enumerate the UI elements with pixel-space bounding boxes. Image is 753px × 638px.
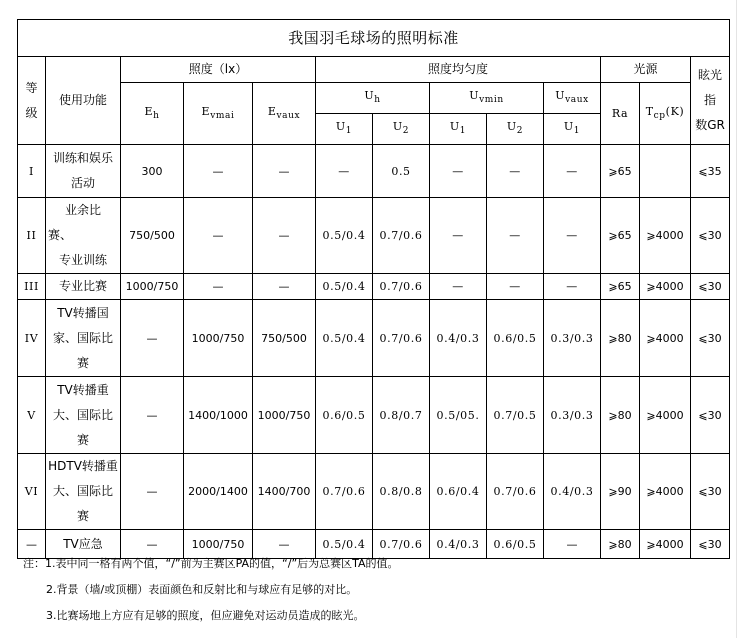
function-line: 专业比赛 bbox=[58, 279, 107, 293]
cell-function bbox=[46, 300, 121, 377]
header-grade bbox=[18, 57, 46, 145]
cell-uvmin-u1: — bbox=[430, 198, 487, 274]
cell-ra: ⩾80 bbox=[601, 377, 640, 454]
header-uvaux: $U_{vaux}$ bbox=[544, 83, 601, 114]
function-line: 活动 bbox=[70, 176, 95, 190]
cell-uh-u1: 0.5/0.4 bbox=[316, 274, 373, 300]
note-2: 2.背景（墙/或顶棚）表面颜色和反射比和与球应有足够的对比。 bbox=[46, 583, 358, 596]
cell-gr: ⩽30 bbox=[691, 274, 730, 300]
header-uh: $U_h$ bbox=[316, 83, 430, 114]
cell-uvaux-u1: — bbox=[544, 198, 601, 274]
cell-ra: ⩾80 bbox=[601, 300, 640, 377]
cell-uvmin-u1: 0.6/0.4 bbox=[430, 454, 487, 530]
cell-evmai: 1000/750 bbox=[184, 530, 253, 559]
cell-uh-u2: 0.7/0.6 bbox=[373, 274, 430, 300]
function-line: 赛 bbox=[76, 432, 89, 447]
cell-evaux: — bbox=[253, 274, 316, 300]
cell-uvmin-u1: 0.4/0.3 bbox=[430, 530, 487, 559]
table-row bbox=[18, 198, 730, 274]
cell-gr: ⩽30 bbox=[691, 198, 730, 274]
note-3: 3.比赛场地上方应有足够的照度，但应避免对运动员造成的眩光。 bbox=[46, 609, 365, 622]
cell-uvmin-u2: 0.7/0.6 bbox=[487, 454, 544, 530]
function-line: TV转播国 bbox=[57, 305, 109, 320]
cell-function bbox=[46, 274, 121, 300]
cell-uh-u1: 0.5/0.4 bbox=[316, 198, 373, 274]
cell-gr: ⩽30 bbox=[691, 377, 730, 454]
cell-gr: ⩽35 bbox=[691, 145, 730, 198]
header-evmai: $E_{vmai}$ bbox=[184, 83, 253, 145]
note-text: 1.表中同一格有两个值，“/”前为主赛区PA的值，“/”后为总赛区TA的值。 bbox=[45, 557, 399, 570]
header-uh-u2: $U_2$ bbox=[373, 114, 430, 145]
cell-uh-u1: — bbox=[316, 145, 373, 198]
cell-eh: — bbox=[121, 530, 184, 559]
header-glare-line2: 指 bbox=[704, 93, 717, 107]
cell-uvmin-u2: — bbox=[487, 145, 544, 198]
cell-uvmin-u2: 0.6/0.5 bbox=[487, 530, 544, 559]
cell-ra: ⩾90 bbox=[601, 454, 640, 530]
function-line: 赛、 bbox=[48, 228, 73, 242]
function-line: 大、国际比 bbox=[52, 407, 113, 422]
cell-eh: 750/500 bbox=[121, 198, 184, 274]
function-line: 赛 bbox=[76, 355, 89, 370]
cell-evmai: 1400/1000 bbox=[184, 377, 253, 454]
cell-uvaux-u1: — bbox=[544, 145, 601, 198]
cell-uh-u2: 0.5 bbox=[373, 145, 430, 198]
header-illuminance: 照度（lx） bbox=[121, 57, 316, 83]
cell-function bbox=[46, 145, 121, 198]
cell-uh-u1: 0.5/0.4 bbox=[316, 300, 373, 377]
header-uvmin-u2: $U_2$ bbox=[487, 114, 544, 145]
header-grade-line1: 等 bbox=[25, 80, 38, 95]
cell-uh-u2: 0.7/0.6 bbox=[373, 530, 430, 559]
header-light-source: 光源 bbox=[601, 57, 691, 83]
header-glare-line3: 数GR bbox=[695, 118, 725, 132]
cell-uvmin-u2: — bbox=[487, 198, 544, 274]
function-line: 大、国际比 bbox=[52, 484, 113, 498]
cell-tcp: ⩾4000 bbox=[640, 274, 691, 300]
cell-uh-u2: 0.8/0.7 bbox=[373, 377, 430, 454]
cell-uvmin-u1: 0.4/0.3 bbox=[430, 300, 487, 377]
cell-uvmin-u1: 0.5/05. bbox=[430, 377, 487, 454]
cell-evaux: — bbox=[253, 198, 316, 274]
cell-eh: 300 bbox=[121, 145, 184, 198]
header-tcp: $T_{cp}(K)$ bbox=[640, 83, 691, 145]
function-line: 业余比 bbox=[64, 203, 101, 217]
header-uvaux-u1: $U_1$ bbox=[544, 114, 601, 145]
header-ra: Ra bbox=[601, 83, 640, 145]
table-row bbox=[18, 300, 730, 377]
header-uvmin: $U_{vmin}$ bbox=[430, 83, 544, 114]
cell-evaux: — bbox=[253, 145, 316, 198]
function-line: 家、国际比 bbox=[52, 330, 113, 345]
function-line: 训练和娱乐 bbox=[52, 151, 113, 165]
cell-uvaux-u1: 0.3/0.3 bbox=[544, 377, 601, 454]
table-row bbox=[18, 454, 730, 530]
table-row bbox=[18, 274, 730, 300]
cell-grade: VI bbox=[18, 454, 46, 530]
header-grade-line2: 级 bbox=[25, 105, 38, 120]
function-line: HDTV转播重 bbox=[48, 459, 118, 473]
cell-grade: IV bbox=[18, 300, 46, 377]
cell-grade: — bbox=[18, 530, 46, 559]
cell-tcp bbox=[640, 145, 691, 198]
cell-evmai: 2000/1400 bbox=[184, 454, 253, 530]
cell-ra: ⩾65 bbox=[601, 274, 640, 300]
cell-uh-u2: 0.7/0.6 bbox=[373, 198, 430, 274]
cell-uvmin-u2: 0.6/0.5 bbox=[487, 300, 544, 377]
cell-evmai: — bbox=[184, 274, 253, 300]
cell-tcp: ⩾4000 bbox=[640, 530, 691, 559]
cell-tcp: ⩾4000 bbox=[640, 454, 691, 530]
cell-uh-u1: 0.6/0.5 bbox=[316, 377, 373, 454]
cell-gr: ⩽30 bbox=[691, 454, 730, 530]
header-eh: $E_h$ bbox=[121, 83, 184, 145]
cell-gr: ⩽30 bbox=[691, 530, 730, 559]
cell-evmai: — bbox=[184, 145, 253, 198]
cell-uvmin-u2: — bbox=[487, 274, 544, 300]
cell-function bbox=[46, 198, 121, 274]
cell-eh: — bbox=[121, 377, 184, 454]
function-line: TV转播重 bbox=[57, 382, 109, 397]
cell-evaux: 750/500 bbox=[253, 300, 316, 377]
cell-evaux: 1400/700 bbox=[253, 454, 316, 530]
cell-tcp: ⩾4000 bbox=[640, 300, 691, 377]
cell-uvmin-u1: — bbox=[430, 145, 487, 198]
cell-evaux: — bbox=[253, 530, 316, 559]
cell-uh-u2: 0.8/0.8 bbox=[373, 454, 430, 530]
cell-uh-u1: 0.5/0.4 bbox=[316, 530, 373, 559]
header-glare-index bbox=[691, 57, 730, 145]
cell-uvaux-u1: — bbox=[544, 274, 601, 300]
cell-function bbox=[46, 377, 121, 454]
note-1 bbox=[23, 551, 399, 577]
note-prefix: 注： bbox=[23, 557, 45, 570]
cell-grade: I bbox=[18, 145, 46, 198]
cell-grade: V bbox=[18, 377, 46, 454]
cell-eh: 1000/750 bbox=[121, 274, 184, 300]
table-notes bbox=[23, 551, 399, 629]
function-line: 专业训练 bbox=[58, 253, 107, 267]
cell-evaux: 1000/750 bbox=[253, 377, 316, 454]
cell-eh: — bbox=[121, 300, 184, 377]
lighting-standard-table bbox=[17, 19, 730, 559]
cell-evmai: 1000/750 bbox=[184, 300, 253, 377]
cell-uh-u2: 0.7/0.6 bbox=[373, 300, 430, 377]
cell-ra: ⩾80 bbox=[601, 530, 640, 559]
cell-uvaux-u1: — bbox=[544, 530, 601, 559]
cell-uvaux-u1: 0.4/0.3 bbox=[544, 454, 601, 530]
table-row bbox=[18, 377, 730, 454]
table-row bbox=[18, 145, 730, 198]
cell-grade: III bbox=[18, 274, 46, 300]
cell-evmai: — bbox=[184, 198, 253, 274]
function-line: TV应急 bbox=[63, 536, 103, 551]
function-line: 赛 bbox=[76, 509, 89, 523]
header-uniformity: 照度均匀度 bbox=[316, 57, 601, 83]
table-title: 我国羽毛球场的照明标准 bbox=[18, 20, 730, 57]
cell-uh-u1: 0.7/0.6 bbox=[316, 454, 373, 530]
cell-ra: ⩾65 bbox=[601, 145, 640, 198]
header-uvmin-u1: $U_1$ bbox=[430, 114, 487, 145]
cell-ra: ⩾65 bbox=[601, 198, 640, 274]
header-evaux: $E_{vaux}$ bbox=[253, 83, 316, 145]
cell-tcp: ⩾4000 bbox=[640, 198, 691, 274]
cell-eh: — bbox=[121, 454, 184, 530]
header-function: 使用功能 bbox=[46, 57, 121, 145]
scrollbar-track[interactable] bbox=[736, 0, 753, 638]
cell-tcp: ⩾4000 bbox=[640, 377, 691, 454]
cell-grade: II bbox=[18, 198, 46, 274]
header-uh-u1: $U_1$ bbox=[316, 114, 373, 145]
cell-gr: ⩽30 bbox=[691, 300, 730, 377]
header-glare-line1: 眩光 bbox=[698, 68, 723, 82]
cell-function bbox=[46, 454, 121, 530]
cell-uvaux-u1: 0.3/0.3 bbox=[544, 300, 601, 377]
cell-uvmin-u1: — bbox=[430, 274, 487, 300]
cell-uvmin-u2: 0.7/0.5 bbox=[487, 377, 544, 454]
